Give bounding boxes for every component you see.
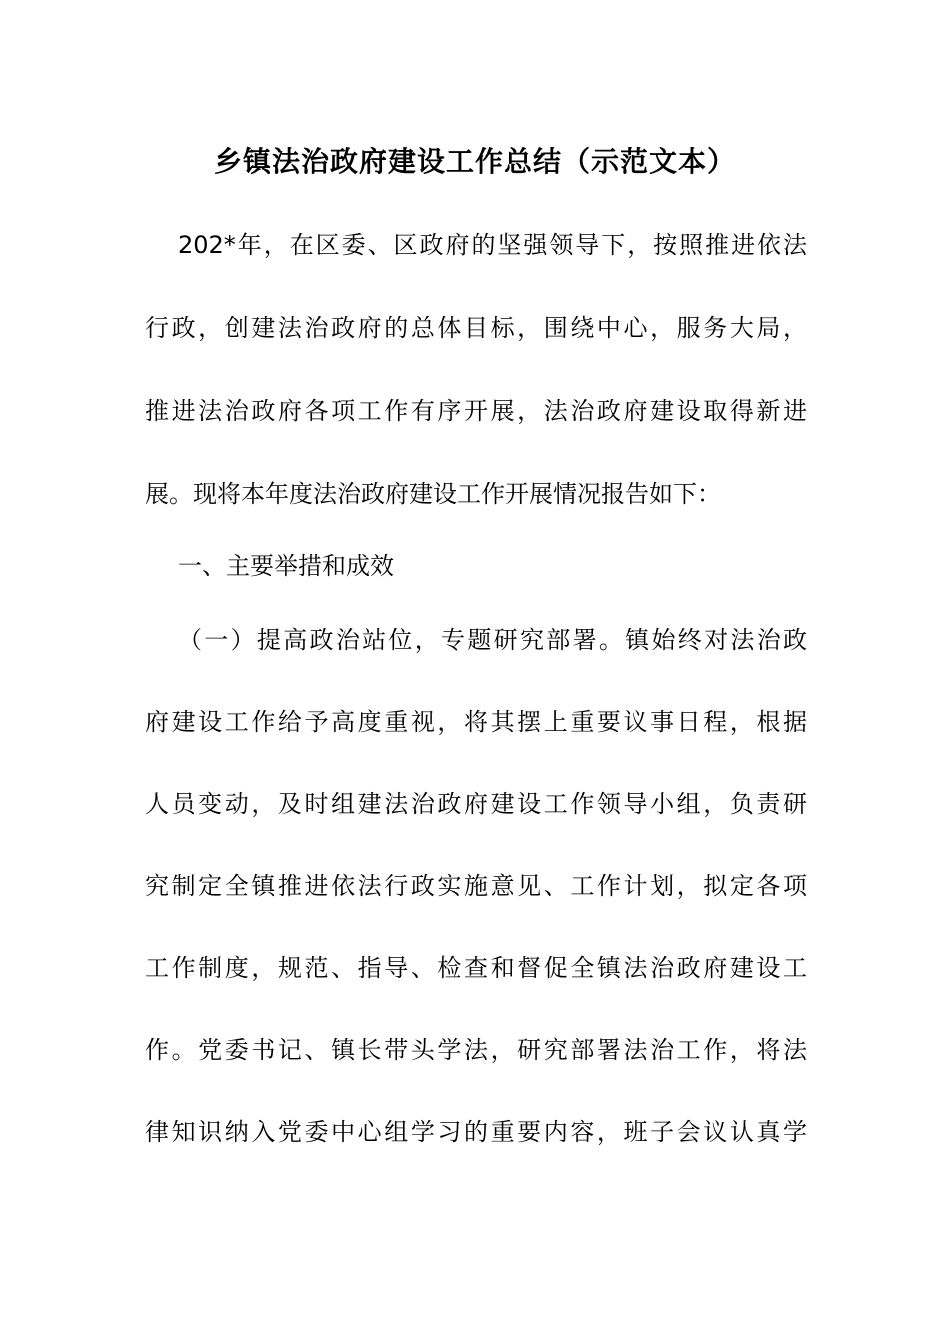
paragraph-line: 202*年，在区委、区政府的坚强领导下，按照推进依法	[178, 231, 807, 259]
paragraph-line: 究制定全镇推进依法行政实施意见、工作计划，拟定各项	[145, 872, 807, 900]
paragraph-line: 行政，创建法治政府的总体目标，围绕中心，服务大局，	[145, 314, 807, 342]
paragraph-line: 律知识纳入党委中心组学习的重要内容，班子会议认真学	[145, 1118, 807, 1146]
section-heading: 一、主要举措和成效	[178, 552, 394, 580]
document-title: 乡镇法治政府建设工作总结（示范文本）	[213, 145, 736, 178]
paragraph-line: 府建设工作给予高度重视，将其摆上重要议事日程，根据	[145, 708, 807, 736]
paragraph-line: 作。党委书记、镇长带头学法，研究部署法治工作，将法	[145, 1036, 807, 1064]
paragraph-line: 展。现将本年度法治政府建设工作开展情况报告如下：	[145, 480, 721, 508]
paragraph-line: 人员变动，及时组建法治政府建设工作领导小组，负责研	[145, 790, 807, 818]
paragraph-line: 工作制度，规范、指导、检查和督促全镇法治政府建设工	[145, 954, 807, 982]
paragraph-line: 推进法治政府各项工作有序开展，法治政府建设取得新进	[145, 397, 807, 425]
paragraph-line: （一）提高政治站位，专题研究部署。镇始终对法治政	[178, 626, 807, 654]
